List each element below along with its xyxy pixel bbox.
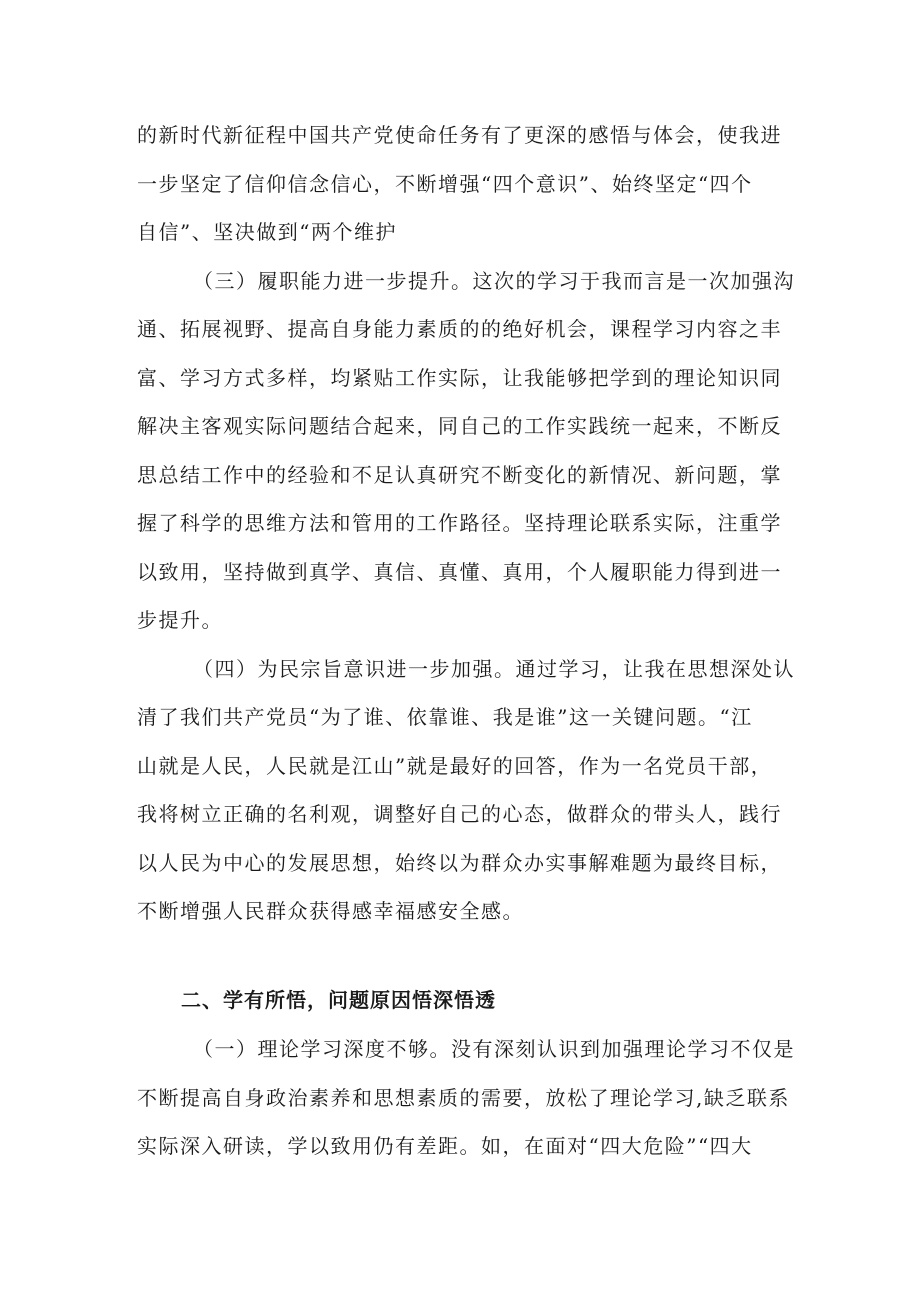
paragraph-line: 的新时代新征程中国共产党使命任务有了更深的感悟与体会，使我进 bbox=[137, 123, 782, 147]
paragraph-line: 自信”、坚决做到“两个维护 bbox=[137, 220, 397, 244]
paragraph-line: 不断增强人民群众获得感幸福感安全感。 bbox=[137, 899, 524, 923]
paragraph-line: 实际深入研读，学以致用仍有差距。如，在面对“四大危险”“四大 bbox=[137, 1134, 753, 1158]
paragraph-line: 富、学习方式多样，均紧贴工作实际，让我能够把学到的理论知识同 bbox=[137, 366, 782, 390]
paragraph-line: 握了科学的思维方法和管用的工作路径。坚持理论联系实际，注重学 bbox=[137, 511, 782, 535]
paragraph-line: 一步坚定了信仰信念信心，不断增强“四个意识”、始终坚定“四个 bbox=[137, 172, 753, 196]
paragraph-line: 清了我们共产党员“为了谁、依靠谁、我是谁”这一关键问题。“江 bbox=[137, 705, 753, 729]
paragraph-line: 步提升。 bbox=[137, 608, 223, 632]
paragraph-line: 解决主客观实际问题结合起来，同自己的工作实践统一起来，不断反 bbox=[137, 414, 782, 438]
paragraph-line: （四）为民宗旨意识进一步加强。通过学习，让我在思想深处认 bbox=[193, 657, 795, 681]
paragraph-line: （三）履职能力进一步提升。这次的学习于我而言是一次加强沟 bbox=[193, 269, 795, 293]
section-heading: 二、学有所悟，问题原因悟深悟透 bbox=[181, 988, 496, 1012]
paragraph-line: 不断提高自身政治素养和思想素质的需要，放松了理论学习,缺乏联系 bbox=[137, 1086, 790, 1110]
paragraph-line: 以致用，坚持做到真学、真信、真懂、真用，个人履职能力得到进一 bbox=[137, 560, 782, 584]
paragraph-line: 我将树立正确的名利观，调整好自己的心态，做群众的带头人，践行 bbox=[137, 802, 782, 826]
paragraph-line: 以人民为中心的发展思想，始终以为群众办实事解难题为最终目标， bbox=[137, 851, 782, 875]
paragraph-line: 思总结工作中的经验和不足认真研究不断变化的新情况、新问题，掌 bbox=[137, 463, 782, 487]
paragraph-line: 通、拓展视野、提高自身能力素质的的绝好机会，课程学习内容之丰 bbox=[137, 317, 782, 341]
paragraph-line: 山就是人民，人民就是江山”就是最好的回答，作为一名党员干部， bbox=[137, 754, 773, 778]
paragraph-line: （一）理论学习深度不够。没有深刻认识到加强理论学习不仅是 bbox=[193, 1037, 795, 1061]
